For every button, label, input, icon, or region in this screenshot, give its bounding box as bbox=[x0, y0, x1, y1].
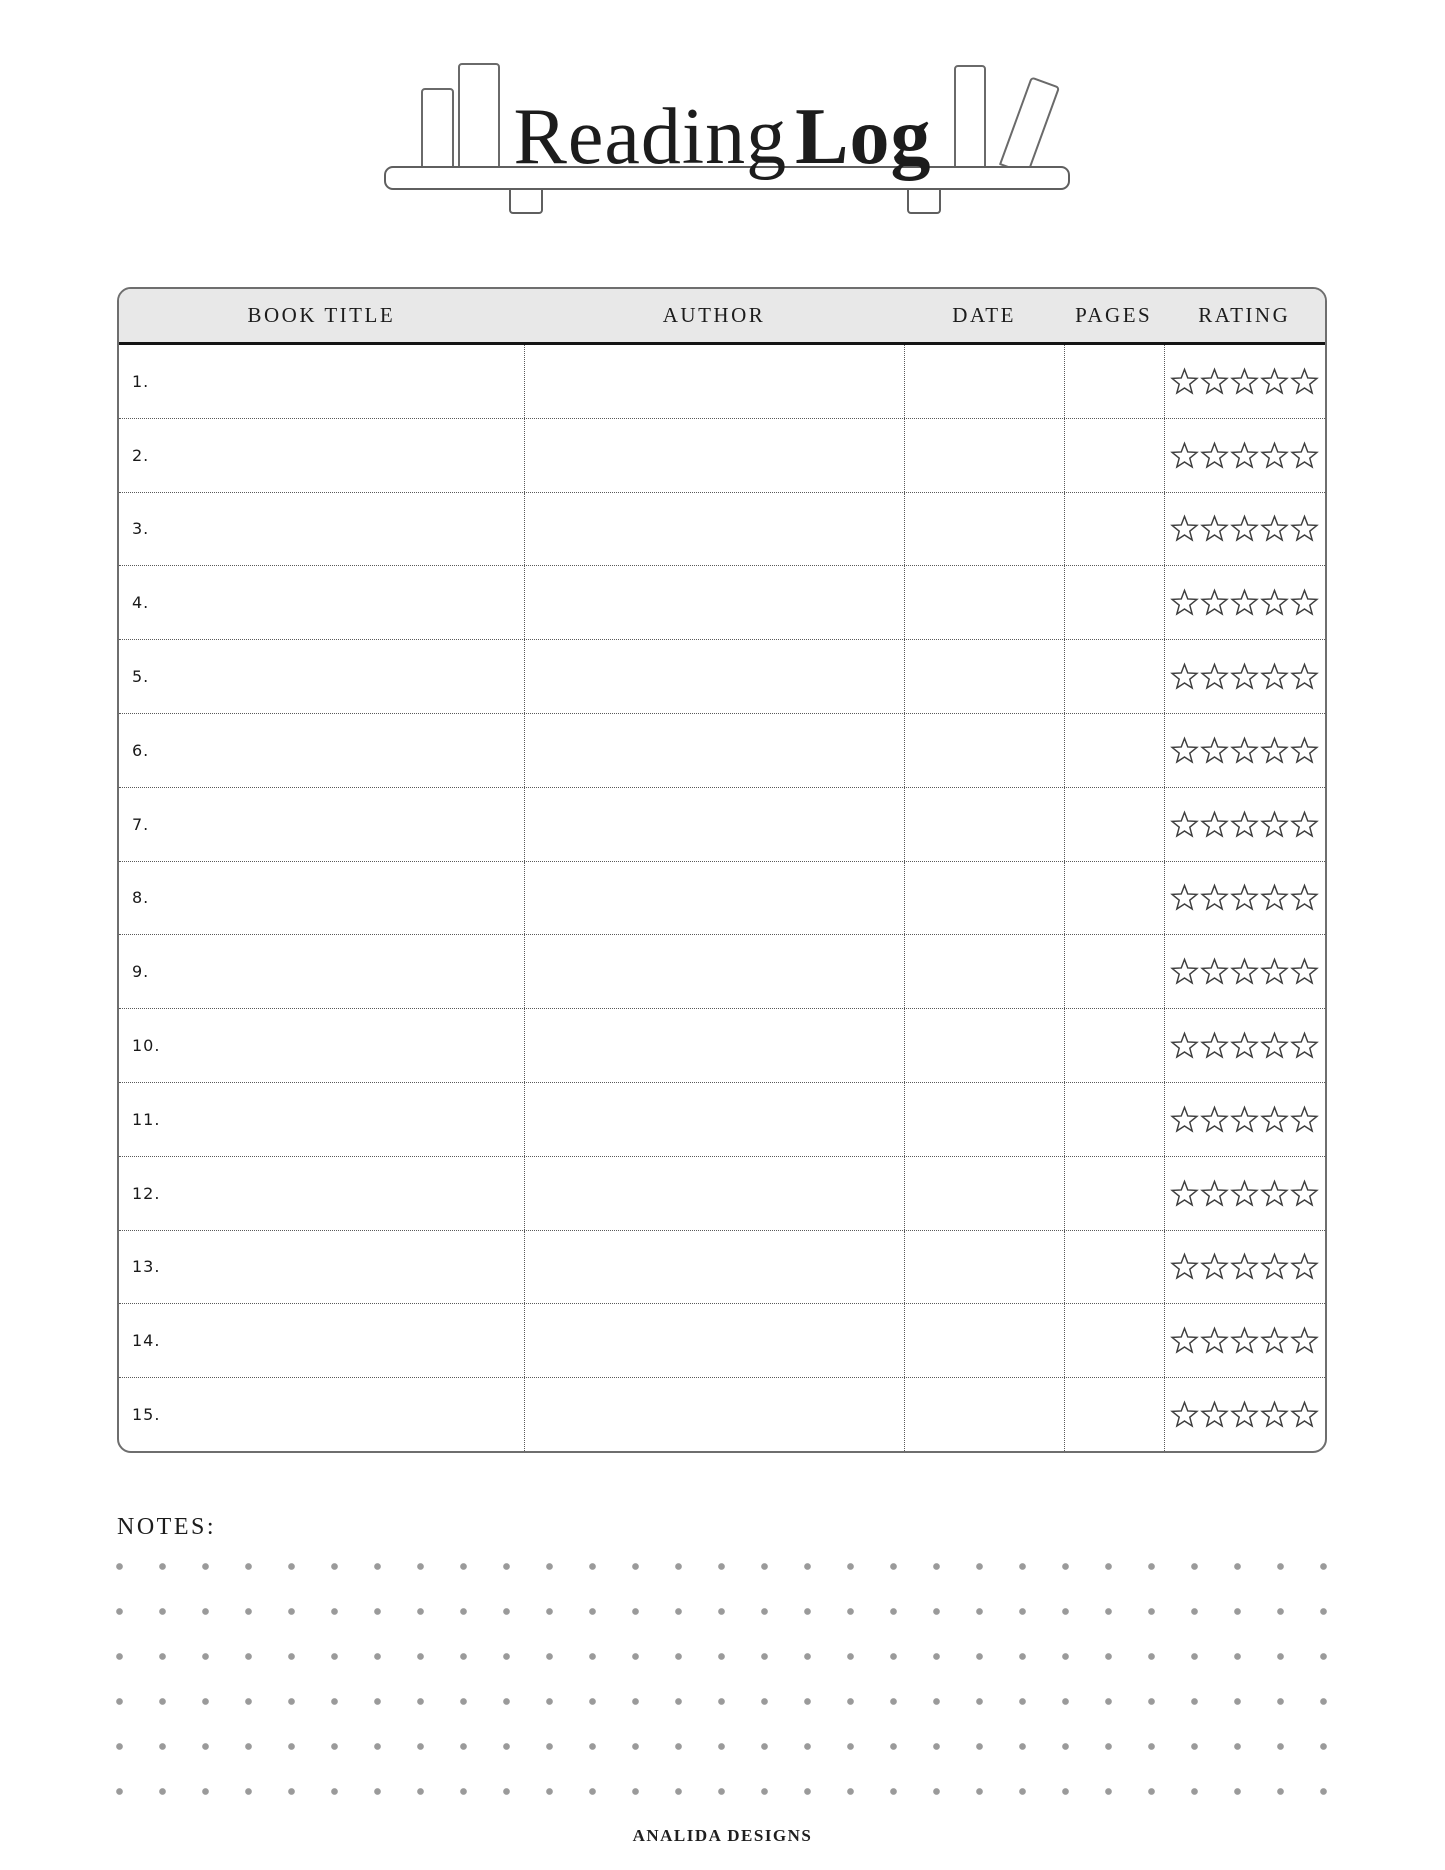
star-outline-icon[interactable] bbox=[1260, 441, 1289, 470]
rating-cell bbox=[1164, 419, 1325, 492]
title-word-reading: Reading bbox=[513, 93, 788, 182]
author-cell[interactable] bbox=[524, 493, 905, 566]
star-outline-icon[interactable] bbox=[1230, 810, 1259, 839]
star-outline-icon[interactable] bbox=[1200, 367, 1229, 396]
star-outline-icon[interactable] bbox=[1170, 1252, 1199, 1281]
star-outline-icon[interactable] bbox=[1170, 441, 1199, 470]
star-outline-icon[interactable] bbox=[1170, 810, 1199, 839]
star-outline-icon[interactable] bbox=[1290, 514, 1319, 543]
star-outline-icon[interactable] bbox=[1290, 662, 1319, 691]
pages-cell[interactable] bbox=[1064, 1009, 1164, 1082]
rating-cell bbox=[1164, 862, 1325, 935]
date-cell[interactable] bbox=[904, 640, 1063, 713]
table-row bbox=[119, 713, 1325, 787]
star-outline-icon[interactable] bbox=[1290, 957, 1319, 986]
book-title-cell[interactable] bbox=[119, 1231, 524, 1304]
pages-cell[interactable] bbox=[1064, 714, 1164, 787]
author-cell[interactable] bbox=[524, 566, 905, 639]
star-outline-icon[interactable] bbox=[1230, 514, 1259, 543]
star-outline-icon[interactable] bbox=[1230, 1400, 1259, 1429]
pages-cell[interactable] bbox=[1064, 345, 1164, 418]
star-outline-icon[interactable] bbox=[1200, 736, 1229, 765]
pages-cell[interactable] bbox=[1064, 1231, 1164, 1304]
author-cell[interactable] bbox=[524, 1009, 905, 1082]
row-number: 14. bbox=[132, 1331, 161, 1351]
table-row bbox=[119, 1303, 1325, 1377]
star-outline-icon[interactable] bbox=[1170, 1031, 1199, 1060]
star-outline-icon[interactable] bbox=[1170, 588, 1199, 617]
rating-stars bbox=[1170, 588, 1319, 617]
author-cell[interactable] bbox=[524, 862, 905, 935]
book-title-cell[interactable] bbox=[119, 714, 524, 787]
star-outline-icon[interactable] bbox=[1230, 441, 1259, 470]
star-outline-icon[interactable] bbox=[1170, 1400, 1199, 1429]
star-outline-icon[interactable] bbox=[1200, 883, 1229, 912]
star-outline-icon[interactable] bbox=[1260, 957, 1289, 986]
footer-brand: ANALIDA DESIGNS bbox=[632, 1826, 813, 1845]
star-outline-icon[interactable] bbox=[1170, 957, 1199, 986]
star-outline-icon[interactable] bbox=[1200, 957, 1229, 986]
row-number: 9. bbox=[132, 962, 150, 982]
table-row bbox=[119, 418, 1325, 492]
star-outline-icon[interactable] bbox=[1200, 1400, 1229, 1429]
book-title-cell[interactable] bbox=[119, 1304, 524, 1377]
star-outline-icon[interactable] bbox=[1260, 810, 1289, 839]
star-outline-icon[interactable] bbox=[1260, 1105, 1289, 1134]
star-outline-icon[interactable] bbox=[1200, 441, 1229, 470]
rating-cell bbox=[1164, 788, 1325, 861]
notes-label: NOTES: bbox=[117, 1514, 216, 1540]
star-outline-icon[interactable] bbox=[1290, 810, 1319, 839]
star-outline-icon[interactable] bbox=[1170, 514, 1199, 543]
rating-cell bbox=[1164, 1231, 1325, 1304]
pages-cell[interactable] bbox=[1064, 566, 1164, 639]
table-row bbox=[119, 934, 1325, 1008]
star-outline-icon[interactable] bbox=[1230, 662, 1259, 691]
column-header-author: AUTHOR bbox=[662, 303, 766, 327]
star-outline-icon[interactable] bbox=[1230, 1031, 1259, 1060]
pages-cell[interactable] bbox=[1064, 640, 1164, 713]
author-cell[interactable] bbox=[524, 419, 905, 492]
star-outline-icon[interactable] bbox=[1170, 1105, 1199, 1134]
rating-stars bbox=[1170, 736, 1319, 765]
pages-cell[interactable] bbox=[1064, 935, 1164, 1008]
star-outline-icon[interactable] bbox=[1230, 1105, 1259, 1134]
pages-cell[interactable] bbox=[1064, 1083, 1164, 1156]
pages-cell[interactable] bbox=[1064, 419, 1164, 492]
pages-cell[interactable] bbox=[1064, 1304, 1164, 1377]
star-outline-icon[interactable] bbox=[1200, 810, 1229, 839]
star-outline-icon[interactable] bbox=[1290, 1105, 1319, 1134]
rating-stars bbox=[1170, 1105, 1319, 1134]
pages-cell[interactable] bbox=[1064, 788, 1164, 861]
row-number: 1. bbox=[132, 371, 150, 391]
star-outline-icon[interactable] bbox=[1230, 1179, 1259, 1208]
table-row bbox=[119, 1082, 1325, 1156]
star-outline-icon[interactable] bbox=[1290, 367, 1319, 396]
star-outline-icon[interactable] bbox=[1200, 1326, 1229, 1355]
rating-stars bbox=[1170, 1031, 1319, 1060]
rating-stars bbox=[1170, 883, 1319, 912]
row-number: 15. bbox=[132, 1405, 161, 1425]
reading-log-table bbox=[117, 287, 1327, 1453]
star-outline-icon[interactable] bbox=[1200, 1031, 1229, 1060]
rating-cell bbox=[1164, 1304, 1325, 1377]
table-row bbox=[119, 492, 1325, 566]
star-outline-icon[interactable] bbox=[1230, 883, 1259, 912]
book-title-cell[interactable] bbox=[119, 1009, 524, 1082]
star-outline-icon[interactable] bbox=[1170, 662, 1199, 691]
rating-cell bbox=[1164, 566, 1325, 639]
book-title-cell[interactable] bbox=[119, 1083, 524, 1156]
star-outline-icon[interactable] bbox=[1170, 883, 1199, 912]
star-outline-icon[interactable] bbox=[1260, 588, 1289, 617]
date-cell[interactable] bbox=[904, 493, 1063, 566]
dot-grid-notes-area[interactable] bbox=[116, 1563, 1327, 1795]
date-cell[interactable] bbox=[904, 1231, 1063, 1304]
row-number: 6. bbox=[132, 740, 150, 760]
rating-stars bbox=[1170, 1179, 1319, 1208]
table-row bbox=[119, 565, 1325, 639]
star-outline-icon[interactable] bbox=[1290, 1326, 1319, 1355]
star-outline-icon[interactable] bbox=[1290, 1400, 1319, 1429]
table-row bbox=[119, 639, 1325, 713]
star-outline-icon[interactable] bbox=[1290, 441, 1319, 470]
star-outline-icon[interactable] bbox=[1260, 514, 1289, 543]
rating-cell bbox=[1164, 1009, 1325, 1082]
author-cell[interactable] bbox=[524, 714, 905, 787]
book-title-cell[interactable] bbox=[119, 788, 524, 861]
star-outline-icon[interactable] bbox=[1260, 367, 1289, 396]
table-row bbox=[119, 787, 1325, 861]
row-number: 13. bbox=[132, 1257, 161, 1277]
star-outline-icon[interactable] bbox=[1260, 1400, 1289, 1429]
star-outline-icon[interactable] bbox=[1170, 367, 1199, 396]
title-word-log: Log bbox=[795, 93, 932, 182]
column-header-pages: PAGES bbox=[1075, 303, 1153, 327]
row-number: 7. bbox=[132, 814, 150, 834]
author-cell[interactable] bbox=[524, 1083, 905, 1156]
rating-stars bbox=[1170, 367, 1319, 396]
author-cell[interactable] bbox=[524, 935, 905, 1008]
date-cell[interactable] bbox=[904, 788, 1063, 861]
star-outline-icon[interactable] bbox=[1290, 883, 1319, 912]
star-outline-icon[interactable] bbox=[1200, 1252, 1229, 1281]
star-outline-icon[interactable] bbox=[1260, 736, 1289, 765]
rating-cell bbox=[1164, 714, 1325, 787]
rating-stars bbox=[1170, 662, 1319, 691]
rating-stars bbox=[1170, 810, 1319, 839]
star-outline-icon[interactable] bbox=[1260, 1326, 1289, 1355]
rating-stars bbox=[1170, 441, 1319, 470]
page-title bbox=[0, 93, 1445, 182]
date-cell[interactable] bbox=[904, 1157, 1063, 1230]
star-outline-icon[interactable] bbox=[1260, 1252, 1289, 1281]
rating-cell bbox=[1164, 345, 1325, 418]
row-number: 4. bbox=[132, 593, 150, 613]
star-outline-icon[interactable] bbox=[1170, 736, 1199, 765]
author-cell[interactable] bbox=[524, 788, 905, 861]
pages-cell[interactable] bbox=[1064, 862, 1164, 935]
author-cell[interactable] bbox=[524, 640, 905, 713]
author-cell[interactable] bbox=[524, 1231, 905, 1304]
book-title-cell[interactable] bbox=[119, 419, 524, 492]
row-number: 3. bbox=[132, 519, 150, 539]
date-cell[interactable] bbox=[904, 1009, 1063, 1082]
star-outline-icon[interactable] bbox=[1170, 1326, 1199, 1355]
star-outline-icon[interactable] bbox=[1290, 1252, 1319, 1281]
rating-stars bbox=[1170, 514, 1319, 543]
rating-stars bbox=[1170, 1400, 1319, 1429]
column-header-date: DATE bbox=[952, 303, 1016, 327]
star-outline-icon[interactable] bbox=[1260, 1179, 1289, 1208]
book-title-cell[interactable] bbox=[119, 1378, 524, 1451]
star-outline-icon[interactable] bbox=[1200, 662, 1229, 691]
date-cell[interactable] bbox=[904, 566, 1063, 639]
star-outline-icon[interactable] bbox=[1200, 588, 1229, 617]
row-number: 11. bbox=[132, 1109, 161, 1129]
date-cell[interactable] bbox=[904, 862, 1063, 935]
book-title-cell[interactable] bbox=[119, 640, 524, 713]
column-header-book-title: BOOK TITLE bbox=[247, 303, 396, 327]
rating-stars bbox=[1170, 1252, 1319, 1281]
row-number: 8. bbox=[132, 888, 150, 908]
author-cell[interactable] bbox=[524, 1378, 905, 1451]
rating-cell bbox=[1164, 1157, 1325, 1230]
table-row bbox=[119, 1008, 1325, 1082]
star-outline-icon[interactable] bbox=[1170, 1179, 1199, 1208]
table-row bbox=[119, 1230, 1325, 1304]
star-outline-icon[interactable] bbox=[1230, 588, 1259, 617]
date-cell[interactable] bbox=[904, 1083, 1063, 1156]
date-cell[interactable] bbox=[904, 935, 1063, 1008]
rating-cell bbox=[1164, 1083, 1325, 1156]
date-cell[interactable] bbox=[904, 1378, 1063, 1451]
table-body bbox=[119, 345, 1325, 1451]
pages-cell[interactable] bbox=[1064, 493, 1164, 566]
date-cell[interactable] bbox=[904, 419, 1063, 492]
star-outline-icon[interactable] bbox=[1200, 514, 1229, 543]
star-outline-icon[interactable] bbox=[1230, 1326, 1259, 1355]
book-title-cell[interactable] bbox=[119, 862, 524, 935]
star-outline-icon[interactable] bbox=[1230, 957, 1259, 986]
row-number: 5. bbox=[132, 667, 150, 687]
row-number: 2. bbox=[132, 445, 150, 465]
author-cell[interactable] bbox=[524, 1157, 905, 1230]
star-outline-icon[interactable] bbox=[1230, 367, 1259, 396]
author-cell[interactable] bbox=[524, 1304, 905, 1377]
star-outline-icon[interactable] bbox=[1260, 1031, 1289, 1060]
author-cell[interactable] bbox=[524, 345, 905, 418]
row-number: 12. bbox=[132, 1183, 161, 1203]
star-outline-icon[interactable] bbox=[1290, 1179, 1319, 1208]
date-cell[interactable] bbox=[904, 345, 1063, 418]
star-outline-icon[interactable] bbox=[1200, 1105, 1229, 1134]
star-outline-icon[interactable] bbox=[1290, 736, 1319, 765]
rating-cell bbox=[1164, 493, 1325, 566]
table-row bbox=[119, 345, 1325, 418]
star-outline-icon[interactable] bbox=[1200, 1179, 1229, 1208]
star-outline-icon[interactable] bbox=[1260, 662, 1289, 691]
rating-cell bbox=[1164, 640, 1325, 713]
book-title-cell[interactable] bbox=[119, 345, 524, 418]
star-outline-icon[interactable] bbox=[1290, 588, 1319, 617]
book-title-cell[interactable] bbox=[119, 935, 524, 1008]
date-cell[interactable] bbox=[904, 1304, 1063, 1377]
table-row bbox=[119, 1156, 1325, 1230]
rating-stars bbox=[1170, 957, 1319, 986]
star-outline-icon[interactable] bbox=[1260, 883, 1289, 912]
star-outline-icon[interactable] bbox=[1290, 1031, 1319, 1060]
table-row bbox=[119, 861, 1325, 935]
rating-stars bbox=[1170, 1326, 1319, 1355]
date-cell[interactable] bbox=[904, 714, 1063, 787]
rating-cell bbox=[1164, 1378, 1325, 1451]
table-header-row bbox=[119, 289, 1325, 345]
table-row bbox=[119, 1377, 1325, 1451]
book-title-cell[interactable] bbox=[119, 493, 524, 566]
book-title-cell[interactable] bbox=[119, 1157, 524, 1230]
rating-cell bbox=[1164, 935, 1325, 1008]
row-number: 10. bbox=[132, 1036, 161, 1056]
star-outline-icon[interactable] bbox=[1230, 1252, 1259, 1281]
star-outline-icon[interactable] bbox=[1230, 736, 1259, 765]
pages-cell[interactable] bbox=[1064, 1157, 1164, 1230]
column-header-rating: RATING bbox=[1198, 303, 1291, 327]
book-title-cell[interactable] bbox=[119, 566, 524, 639]
pages-cell[interactable] bbox=[1064, 1378, 1164, 1451]
